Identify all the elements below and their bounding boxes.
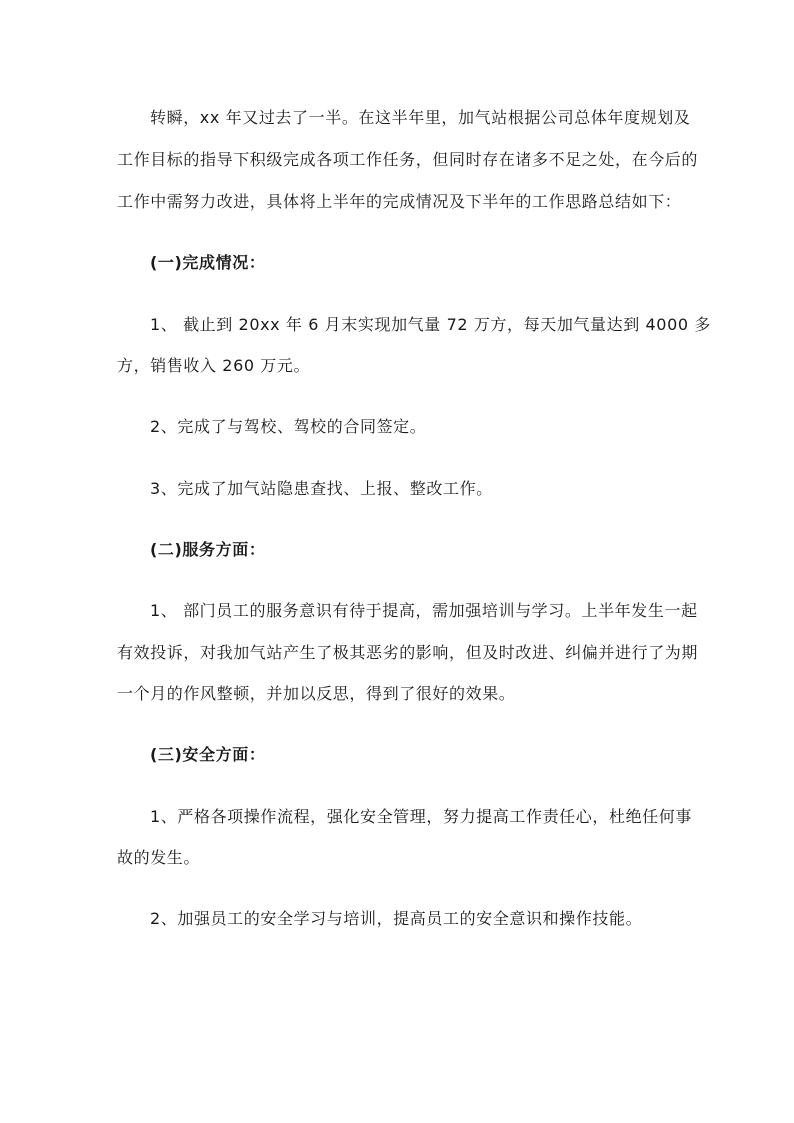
intro-line-3: 工作中需努力改进，具体将上半年的完成情况及下半年的工作思路总结如下：: [117, 192, 682, 211]
safety-item-1-line-1: 1、严格各项操作流程，强化安全管理，努力提高工作责任心，杜绝任何事: [150, 807, 692, 826]
service-item-1-line-3: 一个月的作风整顿，并加以反思，得到了很好的效果。: [117, 684, 516, 703]
completion-item-2: 2、完成了与驾校、驾校的合同签定。: [150, 417, 427, 436]
safety-item-2: 2、加强员工的安全学习与培训，提高员工的安全意识和操作技能。: [150, 909, 643, 928]
completion-item-1-line-1: 1、 截止到 20xx 年 6 月末实现加气量 72 万方，每天加气量达到 4000 多: [150, 315, 711, 334]
safety-item-1-line-2: 故的发生。: [117, 848, 201, 867]
completion-item-3: 3、完成了加气站隐患查找、上报、整改工作。: [150, 479, 493, 498]
section-heading-completion: (一)完成情况：: [150, 253, 266, 272]
completion-item-1-line-2: 方，销售收入 260 万元。: [117, 356, 311, 375]
intro-line-1: 转瞬，xx 年又过去了一半。在这半年里，加气站根据公司总体年度规划及: [150, 108, 691, 127]
section-heading-safety: (三)安全方面：: [150, 745, 266, 764]
service-item-1-line-2: 有效投诉，对我加气站产生了极其恶劣的影响，但及时改进、纠偏并进行了为期: [117, 643, 699, 662]
section-heading-service: (二)服务方面：: [150, 540, 266, 559]
intro-line-2: 工作目标的指导下积级完成各项工作任务，但同时存在诸多不足之处，在今后的: [117, 150, 699, 169]
service-item-1-line-1: 1、 部门员工的服务意识有待于提高，需加强培训与学习。上半年发生一起: [150, 601, 698, 620]
